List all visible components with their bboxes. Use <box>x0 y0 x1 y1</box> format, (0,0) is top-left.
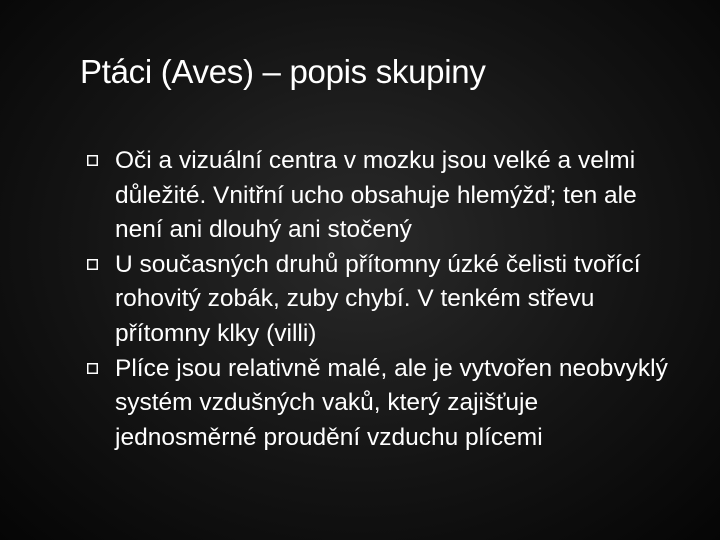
bullet-item <box>85 352 675 456</box>
square-bullet-icon <box>87 155 98 166</box>
bullet-item <box>85 248 675 352</box>
square-bullet-icon <box>87 363 98 374</box>
square-bullet-icon <box>87 259 98 270</box>
slide-title: Ptáci (Aves) – popis skupiny <box>80 53 486 90</box>
bullet-list <box>85 144 675 455</box>
bullet-text: Oči a vizuální centra v mozku jsou velké a velmi důležité. Vnitřní ucho obsahuje hlemýžď; ten ale není ani dlouhý ani stočený <box>115 147 637 244</box>
bullet-text: U současných druhů přítomny úzké čelisti tvořící rohovitý zobák, zuby chybí. V tenkém střevu přítomny klky (villi) <box>115 250 641 347</box>
bullet-item <box>85 144 675 248</box>
bullet-text: Plíce jsou relativně malé, ale je vytvořen neobvyklý systém vzdušných vaků, který zajišťuje jednosměrné proudění vzduchu plícemi <box>115 354 668 451</box>
